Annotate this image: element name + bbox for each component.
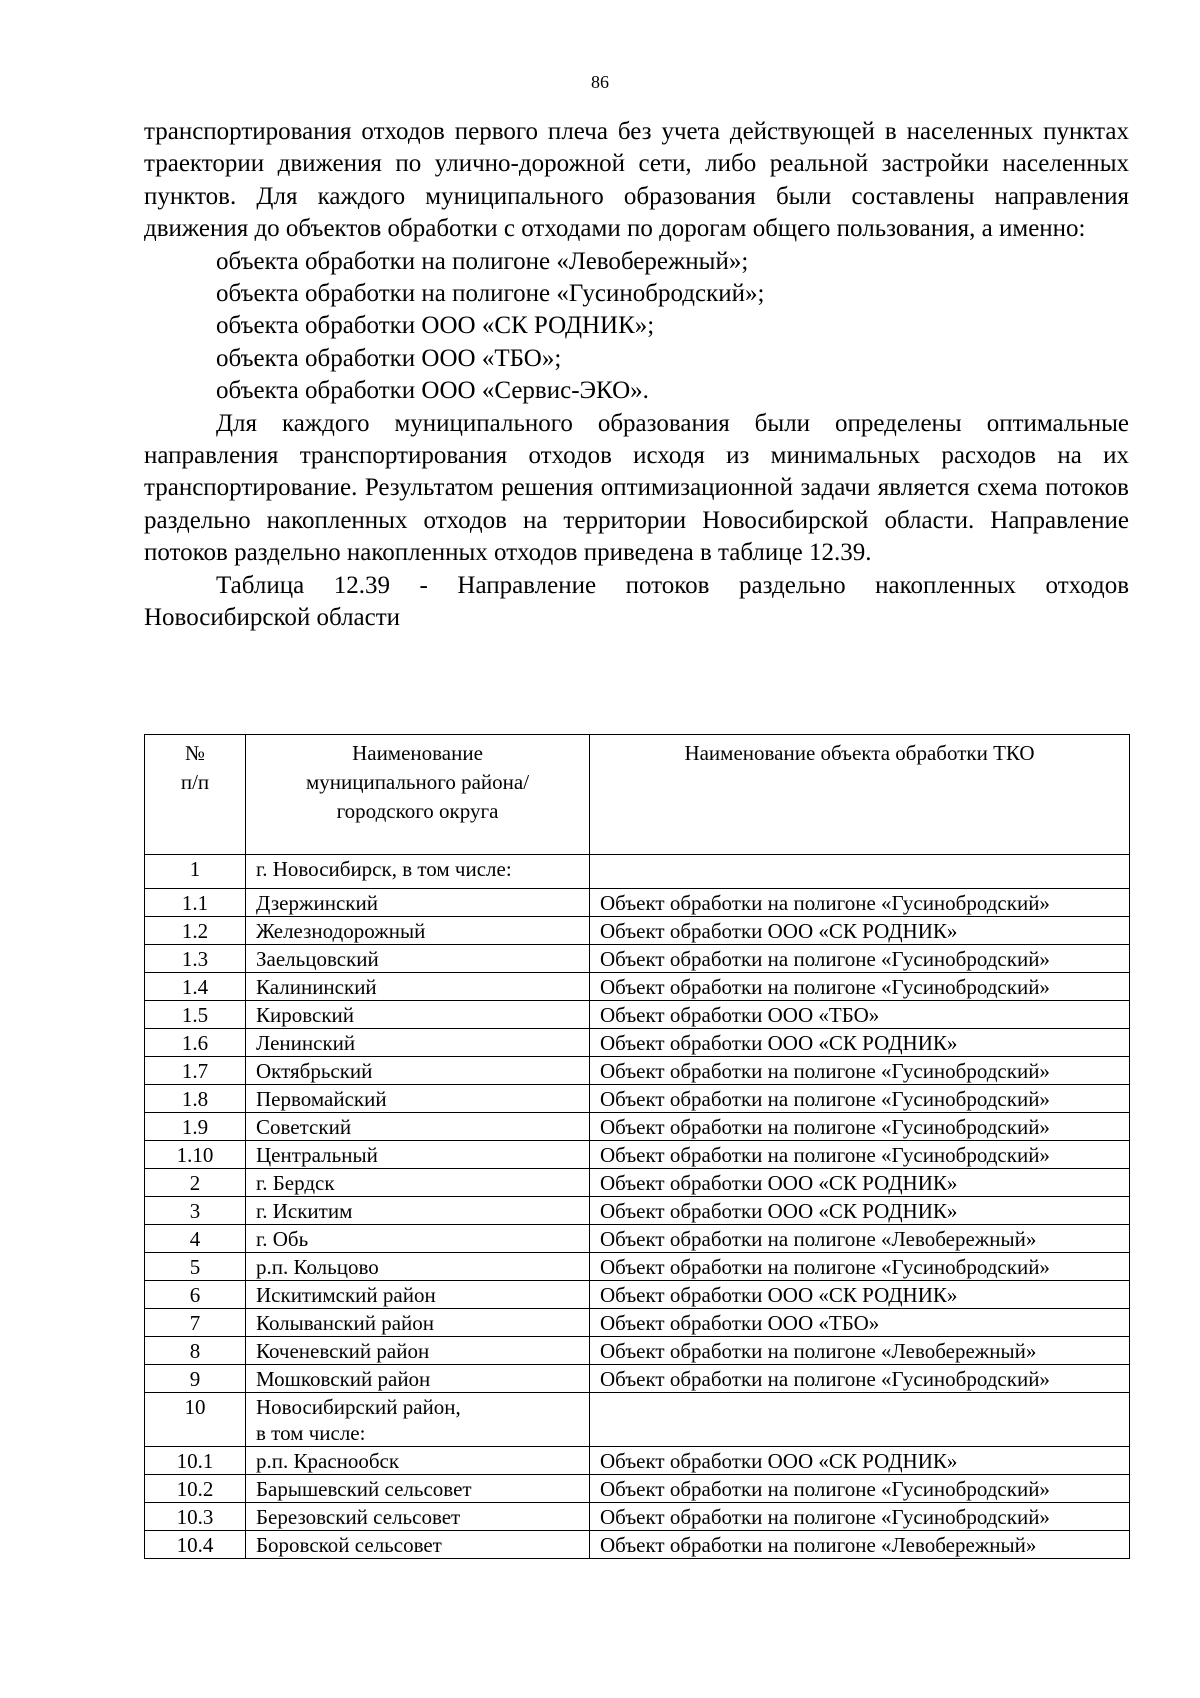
row-number: 10.1 [145,1447,246,1475]
row-number: 10.4 [145,1531,246,1559]
row-district [246,889,590,917]
row-district [246,1085,590,1113]
district-name-line: Мошковский район [256,1367,431,1391]
row-district [246,1475,590,1503]
page-number: 86 [591,72,609,92]
row-number: 1.2 [145,917,246,945]
district-name-line: р.п. Краснообск [256,1449,400,1473]
row-object: Объект обработки на полигоне «Гусинобродский» [590,1503,1130,1531]
district-name-line: Колыванский район [256,1311,435,1335]
table-row [145,1225,1130,1253]
district-name-line: Березовский сельсовет [256,1505,461,1529]
row-number: 1 [145,855,246,889]
list-item: объекта обработки ООО «ТБО»; [216,344,562,372]
district-name-line: Дзержинский [256,891,378,915]
row-object [590,1393,1130,1447]
table-row [145,1169,1130,1197]
row-object: Объект обработки ООО «СК РОДНИК» [590,1029,1130,1057]
row-district [246,945,590,973]
table-row [145,855,1130,889]
district-name-line: р.п. Кольцово [256,1255,379,1279]
header-district: Наименование муниципального района/ городского округа [246,735,590,855]
row-district [246,1113,590,1141]
table-row [145,889,1130,917]
row-number: 10.3 [145,1503,246,1531]
table-row [145,1365,1130,1393]
row-district [246,1393,590,1447]
row-number: 10 [145,1393,246,1447]
row-object: Объект обработки на полигоне «Гусинобродский» [590,945,1130,973]
table-row [145,1029,1130,1057]
row-number: 1.8 [145,1085,246,1113]
table-row [145,1309,1130,1337]
row-district [246,1057,590,1085]
row-number: 3 [145,1197,246,1225]
district-name-line: Заельцовский [256,947,379,971]
row-number: 1.5 [145,1001,246,1029]
row-object: Объект обработки ООО «ТБО» [590,1309,1130,1337]
row-object: Объект обработки ООО «СК РОДНИК» [590,1197,1130,1225]
header-object: Наименование объекта обработки ТКО [590,735,1130,855]
row-number: 8 [145,1337,246,1365]
table-row [145,1393,1130,1447]
header-number: № п/п [145,735,246,855]
row-object: Объект обработки ООО «ТБО» [590,1001,1130,1029]
row-object [590,855,1130,889]
table-row [145,1447,1130,1475]
table-row [145,1337,1130,1365]
table-row [145,1057,1130,1085]
district-name-line: Коченевский район [256,1339,430,1363]
district-name-line: Советский [256,1115,352,1139]
table-header-row [145,735,1130,855]
row-district [246,1531,590,1559]
district-name-line: г. Бердск [256,1171,335,1195]
district-name-line: г. Новосибирск, в том числе: [256,857,512,881]
row-number: 1.7 [145,1057,246,1085]
paragraph-optimization: Для каждого муниципального образования были определены оптимальные направления транспортирования отходов исходя из минимальных расходов на их транспортирование. Результатом решения оптимизационной задачи является схема потоков раздельно накопленных отходов на территории Новосибирской области. Направление потоков раздельно накопленных отходов приведена в таблице 12.39. [144,409,1129,567]
row-number: 7 [145,1309,246,1337]
district-name-line: г. Искитим [256,1199,353,1223]
row-object: Объект обработки ООО «СК РОДНИК» [590,917,1130,945]
document-body [144,116,1129,635]
row-object: Объект обработки на полигоне «Гусинобродский» [590,973,1130,1001]
row-number: 1.9 [145,1113,246,1141]
row-district [246,1169,590,1197]
table-body [145,855,1130,1559]
row-number: 10.2 [145,1475,246,1503]
table-row [145,1281,1130,1309]
row-object: Объект обработки на полигоне «Гусинобродский» [590,1141,1130,1169]
list-item: объекта обработки ООО «СК РОДНИК»; [216,312,655,340]
table-row [145,945,1130,973]
district-name-line: Октябрьский [256,1059,373,1083]
row-number: 1.3 [145,945,246,973]
district-name-line: Первомайский [256,1087,387,1111]
district-name-line: г. Обь [256,1227,309,1251]
district-name-line: Боровской сельсовет [256,1533,442,1557]
row-district [246,1197,590,1225]
list-item: объекта обработки на полигоне «Левобережный»; [216,247,749,275]
row-district [246,1309,590,1337]
district-name-line: Искитимский район [256,1283,436,1307]
row-object: Объект обработки ООО «СК РОДНИК» [590,1281,1130,1309]
row-district [246,1225,590,1253]
row-district [246,1141,590,1169]
district-name-line: Кировский [256,1003,355,1027]
district-name-line: Новосибирский район, [256,1395,461,1419]
row-district [246,1447,590,1475]
table-row [145,1197,1130,1225]
district-name-line: в том числе: [256,1421,366,1445]
table-caption: Таблица 12.39 - Направление потоков раздельно накопленных отходов Новосибирской области [144,571,1129,632]
row-object: Объект обработки ООО «СК РОДНИК» [590,1447,1130,1475]
row-object: Объект обработки на полигоне «Гусинобродский» [590,1365,1130,1393]
row-number: 1.10 [145,1141,246,1169]
district-name-line: Калининский [256,975,377,999]
row-number: 6 [145,1281,246,1309]
row-district [246,1253,590,1281]
row-number: 1.1 [145,889,246,917]
row-object: Объект обработки на полигоне «Гусинобродский» [590,1085,1130,1113]
table-row [145,973,1130,1001]
row-object: Объект обработки на полигоне «Гусинобродский» [590,889,1130,917]
table-row [145,1475,1130,1503]
list-item: объекта обработки ООО «Сервис-ЭКО». [216,377,649,405]
table-row [145,1085,1130,1113]
row-number: 4 [145,1225,246,1253]
row-district [246,1029,590,1057]
table-row [145,1253,1130,1281]
row-number: 2 [145,1169,246,1197]
row-object: Объект обработки на полигоне «Гусинобродский» [590,1113,1130,1141]
district-name-line: Барышевский сельсовет [256,1477,472,1501]
table-row [145,1113,1130,1141]
row-object: Объект обработки на полигоне «Левобережный» [590,1531,1130,1559]
row-number: 9 [145,1365,246,1393]
district-name-line: Железнодорожный [256,919,426,943]
row-object: Объект обработки на полигоне «Гусинобродский» [590,1475,1130,1503]
row-district [246,1503,590,1531]
district-name-line: Центральный [256,1143,378,1167]
list-item: объекта обработки на полигоне «Гусинобродский»; [216,280,765,308]
row-district [246,1365,590,1393]
table-row [145,1531,1130,1559]
row-number: 5 [145,1253,246,1281]
row-object: Объект обработки на полигоне «Гусинобродский» [590,1057,1130,1085]
table-row [145,1503,1130,1531]
table-row [145,917,1130,945]
table-row [145,1141,1130,1169]
row-object: Объект обработки ООО «СК РОДНИК» [590,1169,1130,1197]
row-number: 1.6 [145,1029,246,1057]
row-object: Объект обработки на полигоне «Гусинобродский» [590,1253,1130,1281]
row-district [246,917,590,945]
row-number: 1.4 [145,973,246,1001]
row-district [246,1281,590,1309]
district-name-line: Ленинский [256,1031,356,1055]
row-district [246,973,590,1001]
row-object: Объект обработки на полигоне «Левобережный» [590,1337,1130,1365]
row-district [246,1001,590,1029]
row-district [246,855,590,889]
row-object: Объект обработки на полигоне «Левобережный» [590,1225,1130,1253]
paragraph-intro: транспортирования отходов первого плеча без учета действующей в населенных пунктах траектории движения по улично-дорожной сети, либо реальной застройки населенных пунктов. Для каждого муниципального образования были составлены направления движения до объектов обработки с отходами по дорогам общего пользования, а именно: [144,118,1129,243]
row-district [246,1337,590,1365]
table-row [145,1001,1130,1029]
waste-flow-table [144,734,1130,1559]
